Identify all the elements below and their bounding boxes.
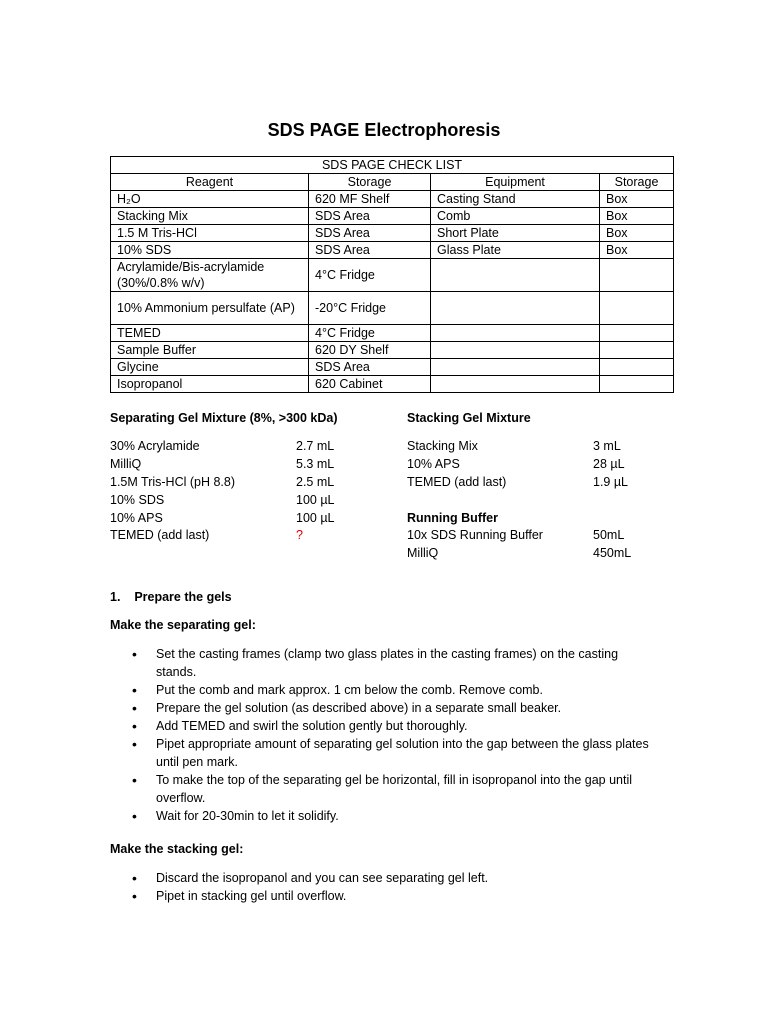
checklist-caption: SDS PAGE CHECK LIST (111, 157, 674, 174)
mixture-item-amount: 50mL (593, 528, 625, 542)
mixture-item-amount: 1.9 µL (593, 475, 629, 489)
checklist-header-row (111, 174, 674, 191)
mixture-item-name: 30% Acrylamide (110, 439, 200, 453)
table-cell: Glycine (111, 359, 309, 376)
stacking-gel-heading: Make the stacking gel: (110, 842, 244, 856)
table-cell (431, 259, 600, 292)
table-row (111, 359, 674, 376)
mixture-item-amount: 2.5 mL (296, 475, 335, 489)
table-cell: 620 Cabinet (309, 376, 431, 393)
list-item: • Pipet appropriate amount of separating gel solution into the gap between the glass plates until pen mark. (132, 736, 649, 769)
header-reagent: Reagent (111, 174, 309, 191)
table-cell: 1.5 M Tris-HCl (111, 225, 309, 242)
bullet-icon: • (132, 718, 137, 734)
table-row (111, 376, 674, 393)
mixture-item-name: 10x SDS Running Buffer (407, 528, 543, 542)
step-1-heading: 1. Prepare the gels (110, 590, 232, 604)
mixture-item-amount: 5.3 mL (296, 457, 335, 471)
table-cell: Acrylamide/Bis-acrylamide (30%/0.8% w/v) (111, 259, 309, 292)
table-cell: Short Plate (431, 225, 600, 242)
table-cell (600, 376, 674, 393)
table-cell: 620 MF Shelf (309, 191, 431, 208)
page-title: SDS PAGE Electrophoresis (267, 120, 501, 140)
mixture-item-name: TEMED (add last) (407, 475, 507, 489)
bullet-icon: • (132, 888, 137, 904)
table-row (111, 292, 674, 325)
mixture-item-amount: 450mL (593, 546, 632, 560)
mixture-item-amount: 28 µL (593, 457, 625, 471)
table-row (111, 342, 674, 359)
mixture-item-name: 10% APS (407, 457, 460, 471)
table-cell: SDS Area (309, 359, 431, 376)
stacking-mixture-heading: Stacking Gel Mixture (407, 411, 531, 425)
table-cell: 10% SDS (111, 242, 309, 259)
table-row (111, 208, 674, 225)
table-cell (600, 359, 674, 376)
list-item: • To make the top of the separating gel be horizontal, fill in isopropanol into the gap until overflow. (132, 772, 633, 805)
table-cell: TEMED (111, 325, 309, 342)
table-row (111, 191, 674, 208)
table-cell: Isopropanol (111, 376, 309, 393)
list-item: • Wait for 20-30min to let it solidify. (132, 808, 339, 824)
bullet-icon: • (132, 682, 137, 698)
list-item: • Set the casting frames (clamp two glass plates in the casting frames) on the casting stands. (132, 646, 619, 679)
mixture-item-name: MilliQ (407, 546, 439, 560)
table-cell (431, 325, 600, 342)
header-storage: Storage (309, 174, 431, 191)
table-row (111, 259, 674, 292)
table-cell: Box (600, 191, 674, 208)
table-row (111, 225, 674, 242)
table-cell (600, 259, 674, 292)
table-cell: Box (600, 208, 674, 225)
mixture-item-name: Stacking Mix (407, 439, 478, 453)
table-cell: 10% Ammonium persulfate (AP) (111, 292, 309, 325)
table-cell: Box (600, 242, 674, 259)
bullet-icon: • (132, 772, 137, 788)
running-buffer-heading: Running Buffer (407, 511, 498, 525)
temed-amount-unknown: ? (296, 528, 303, 542)
table-cell (431, 359, 600, 376)
checklist-table (110, 156, 674, 393)
table-row (111, 325, 674, 342)
table-cell: Comb (431, 208, 600, 225)
table-cell (431, 376, 600, 393)
table-cell (431, 342, 600, 359)
table-cell: Box (600, 225, 674, 242)
table-cell (431, 292, 600, 325)
mixture-item-amount: 100 µL (296, 493, 335, 507)
list-item: • Prepare the gel solution (as described above) in a separate small beaker. (132, 700, 562, 716)
table-cell: SDS Area (309, 242, 431, 259)
bullet-icon: • (132, 700, 137, 716)
separating-mixture-heading: Separating Gel Mixture (8%, >300 kDa) (110, 411, 338, 425)
mixture-item-name: TEMED (add last) (110, 528, 210, 542)
mixture-item-name: 10% SDS (110, 493, 165, 507)
table-cell: Casting Stand (431, 191, 600, 208)
table-row (111, 242, 674, 259)
table-cell: 4°C Fridge (309, 259, 431, 292)
table-cell: Glass Plate (431, 242, 600, 259)
separating-gel-steps (110, 645, 650, 825)
table-cell (600, 325, 674, 342)
mixture-item-name: MilliQ (110, 457, 142, 471)
mixture-item-amount: 100 µL (296, 511, 335, 525)
list-item: • Put the comb and mark approx. 1 cm below the comb. Remove comb. (132, 682, 543, 698)
separating-gel-heading: Make the separating gel: (110, 618, 256, 632)
table-cell (600, 292, 674, 325)
header-equipment-storage: Storage (600, 174, 674, 191)
mixture-item-name: 1.5M Tris-HCl (pH 8.8) (110, 475, 236, 489)
table-cell: 4°C Fridge (309, 325, 431, 342)
list-item: • Pipet in stacking gel until overflow. (132, 888, 347, 904)
table-cell: SDS Area (309, 208, 431, 225)
list-item: • Add TEMED and swirl the solution gently but thoroughly. (132, 718, 468, 734)
table-cell: -20°C Fridge (309, 292, 431, 325)
table-cell: 620 DY Shelf (309, 342, 431, 359)
mixture-item-amount: 2.7 mL (296, 439, 335, 453)
bullet-icon: • (132, 808, 137, 824)
table-cell: Stacking Mix (111, 208, 309, 225)
mixture-item-amount: 3 mL (593, 439, 621, 453)
bullet-icon: • (132, 870, 137, 886)
table-cell: H₂O (111, 191, 309, 208)
stacking-gel-steps (110, 869, 650, 905)
bullet-icon: • (132, 646, 137, 662)
list-item: • Discard the isopropanol and you can see separating gel left. (132, 870, 489, 886)
mixture-item-name: 10% APS (110, 511, 163, 525)
table-cell: Sample Buffer (111, 342, 309, 359)
table-cell: SDS Area (309, 225, 431, 242)
header-equipment: Equipment (431, 174, 600, 191)
bullet-icon: • (132, 736, 137, 752)
table-cell (600, 342, 674, 359)
